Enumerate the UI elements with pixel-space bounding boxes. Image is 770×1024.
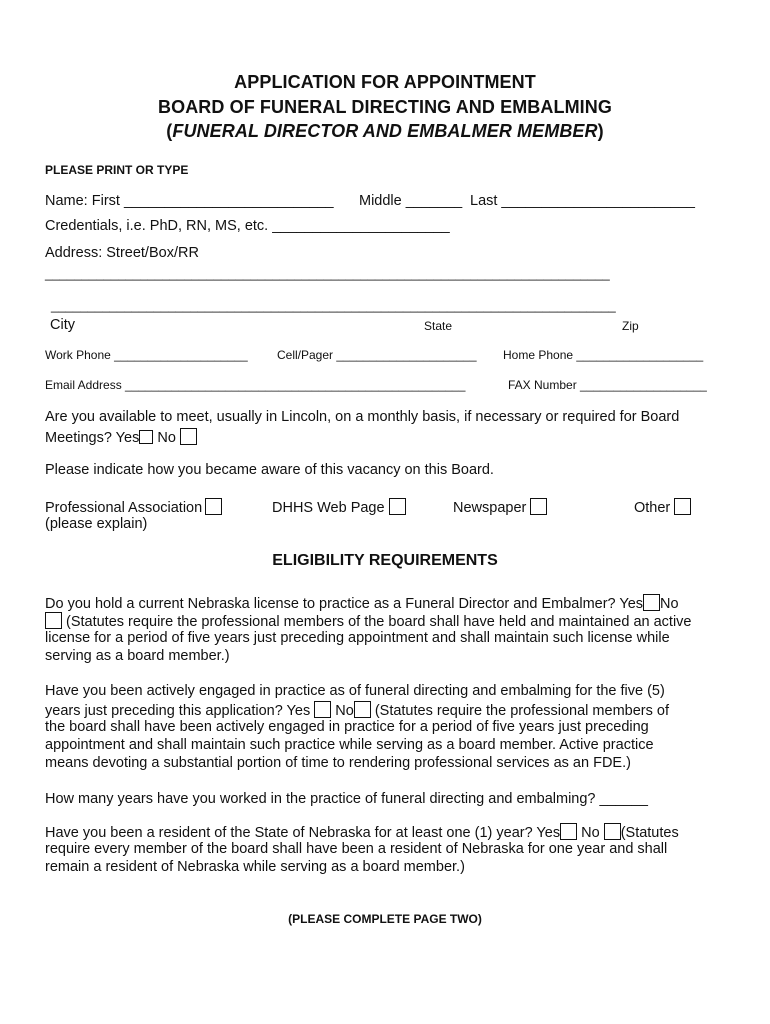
practice-statute-line-2: the board shall have been actively engaged in practice for a period of five years just preceding bbox=[45, 719, 649, 735]
license-statute-line-1 bbox=[45, 612, 691, 630]
vacancy-newspaper-option bbox=[453, 498, 547, 516]
page-two-instruction: (PLEASE COMPLETE PAGE TWO) bbox=[288, 912, 482, 926]
practice-statute-start: (Statutes require the professional members of bbox=[374, 703, 669, 719]
license-statute-line-3: serving as a board member.) bbox=[45, 648, 230, 664]
practice-statute-line-4: means devoting a substantial portion of time to rendering professional services as an FDE.) bbox=[45, 755, 631, 771]
form-title-line-3 bbox=[0, 121, 770, 142]
dhhs-web-page-label: DHHS Web Page bbox=[272, 500, 385, 516]
practice-yes-checkbox[interactable] bbox=[314, 701, 331, 718]
title-member-type: FUNERAL DIRECTOR AND EMBALMER MEMBER bbox=[172, 121, 598, 141]
license-no-checkbox[interactable] bbox=[45, 612, 62, 629]
address-label: Address: Street/Box/RR bbox=[45, 245, 199, 261]
last-name-field[interactable]: Last ________________________ bbox=[470, 193, 695, 209]
other-checkbox[interactable] bbox=[674, 498, 691, 515]
practice-statute-line-3: appointment and shall maintain such practice while serving as a board member. Active practice bbox=[45, 737, 654, 753]
dhhs-web-page-checkbox[interactable] bbox=[389, 498, 406, 515]
license-question bbox=[45, 594, 679, 612]
credentials-field[interactable]: Credentials, i.e. PhD, RN, MS, etc. ______________________ bbox=[45, 218, 450, 234]
license-statute-line-2: license for a period of five years just preceding appointment and shall maintain such license while bbox=[45, 630, 670, 646]
license-statute-text: (Statutes require the professional members of the board shall have held and maintained an active bbox=[66, 614, 692, 630]
residency-yes-label: Have you been a resident of the State of Nebraska for at least one (1) year? Yes bbox=[45, 825, 561, 841]
residency-statute-line-2: require every member of the board shall have been a resident of Nebraska for one year and shall bbox=[45, 841, 668, 857]
newspaper-checkbox[interactable] bbox=[530, 498, 547, 515]
residency-question-line-1 bbox=[45, 823, 679, 841]
title-close-paren: ) bbox=[597, 121, 604, 141]
vacancy-other-option bbox=[634, 498, 691, 516]
availability-no-checkbox[interactable] bbox=[180, 428, 197, 445]
address-line-2[interactable]: _____________________________________________________________________________ bbox=[51, 298, 616, 313]
cell-pager-field[interactable]: Cell/Pager _____________________ bbox=[277, 348, 477, 362]
availability-no-label: No bbox=[157, 430, 176, 446]
form-title-line-2: BOARD OF FUNERAL DIRECTING AND EMBALMING bbox=[158, 97, 612, 117]
residency-no-label: No bbox=[581, 825, 600, 841]
professional-association-label: Professional Association bbox=[45, 500, 203, 516]
practice-question-line-2 bbox=[45, 701, 669, 719]
work-phone-field[interactable]: Work Phone ____________________ bbox=[45, 348, 248, 362]
residency-no-checkbox[interactable] bbox=[604, 823, 621, 840]
residency-statute-line-3: remain a resident of Nebraska while serving as a board member.) bbox=[45, 859, 465, 875]
form-title-line-1: APPLICATION FOR APPOINTMENT bbox=[234, 72, 536, 92]
residency-statute-start: (Statutes bbox=[620, 825, 679, 841]
vacancy-professional-option bbox=[45, 498, 222, 516]
years-worked-field[interactable]: How many years have you worked in the practice of funeral directing and embalming? ______ bbox=[45, 791, 648, 807]
eligibility-heading: ELIGIBILITY REQUIREMENTS bbox=[272, 552, 498, 569]
other-label: Other bbox=[634, 500, 671, 516]
first-name-field[interactable]: Name: First __________________________ bbox=[45, 193, 334, 209]
practice-no-checkbox[interactable] bbox=[354, 701, 371, 718]
title-open-paren: ( bbox=[166, 121, 173, 141]
license-yes-checkbox[interactable] bbox=[643, 594, 660, 611]
state-label: State bbox=[424, 319, 453, 333]
availability-answer-row bbox=[45, 428, 197, 446]
availability-yes-checkbox[interactable] bbox=[139, 430, 153, 444]
availability-question: Are you available to meet, usually in Lincoln, on a monthly basis, if necessary or required for Board bbox=[45, 409, 680, 425]
please-explain-label: (please explain) bbox=[45, 516, 148, 532]
print-instruction: PLEASE PRINT OR TYPE bbox=[45, 163, 189, 177]
vacancy-question: Please indicate how you became aware of this vacancy on this Board. bbox=[45, 462, 494, 478]
zip-label: Zip bbox=[622, 319, 639, 333]
fax-field[interactable]: FAX Number ___________________ bbox=[508, 378, 707, 392]
practice-question-line-1: Have you been actively engaged in practice as of funeral directing and embalming for the five (5) bbox=[45, 683, 665, 699]
middle-name-field[interactable]: Middle _______ bbox=[359, 193, 463, 209]
residency-yes-checkbox[interactable] bbox=[560, 823, 577, 840]
practice-no-label: No bbox=[335, 703, 354, 719]
license-no-label: No bbox=[660, 596, 679, 612]
professional-association-checkbox[interactable] bbox=[205, 498, 222, 515]
home-phone-field[interactable]: Home Phone ___________________ bbox=[503, 348, 704, 362]
practice-yes-label: years just preceding this application? Yes bbox=[45, 703, 311, 719]
availability-yes-label: Meetings? Yes bbox=[45, 430, 140, 446]
email-field[interactable]: Email Address ___________________________________________________ bbox=[45, 378, 466, 392]
license-yes-label: Do you hold a current Nebraska license to practice as a Funeral Director and Embalmer? Yes bbox=[45, 596, 644, 612]
city-label: City bbox=[50, 317, 75, 333]
vacancy-dhhs-option bbox=[272, 498, 406, 516]
address-line-1[interactable]: _____________________________________________________________________________ bbox=[45, 266, 610, 281]
newspaper-label: Newspaper bbox=[453, 500, 527, 516]
